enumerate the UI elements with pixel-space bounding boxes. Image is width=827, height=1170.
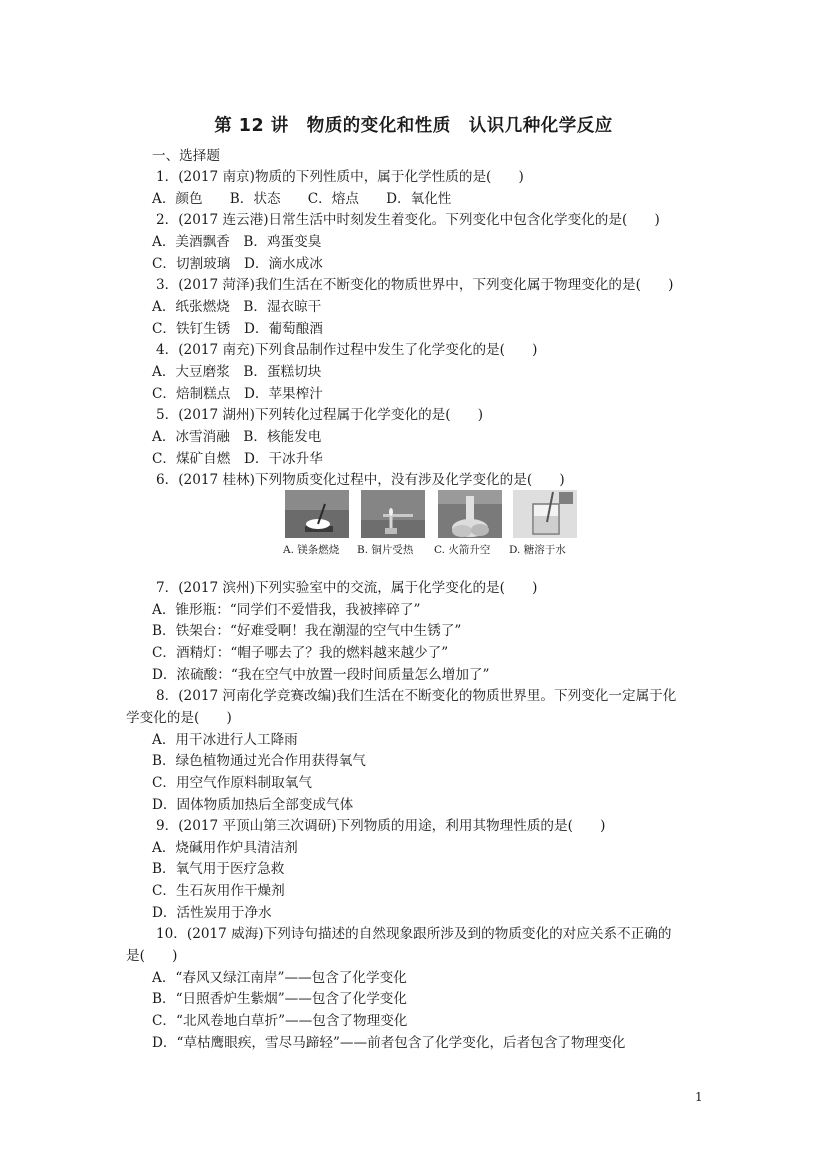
question-6-figure bbox=[283, 490, 581, 560]
question-10-continued: 是( ) bbox=[126, 948, 178, 964]
question-10-option-a: A．“春风又绿江南岸”——包含了化学变化 bbox=[152, 970, 407, 986]
sugar-dissolving-photo bbox=[513, 490, 577, 538]
question-7-option-d: D．浓硫酸：“我在空气中放置一段时间质量怎么增加了” bbox=[152, 667, 490, 683]
question-5-options-cd: C．煤矿自燃 D．干冰升华 bbox=[152, 451, 323, 467]
question-1: 1．(2017 南京)物质的下列性质中，属于化学性质的是( ) bbox=[156, 169, 524, 185]
question-9-option-c: C．生石灰用作干燥剂 bbox=[152, 883, 285, 899]
question-4-options-cd: C．焙制糕点 D．苹果榨汁 bbox=[152, 386, 323, 402]
question-7: 7．(2017 滨州)下列实验室中的交流，属于化学变化的是( ) bbox=[156, 580, 538, 596]
question-8-option-b: B．绿色植物通过光合作用获得氧气 bbox=[152, 753, 366, 769]
question-7-option-b: B．铁架台：“好难受啊！我在潮湿的空气中生锈了” bbox=[152, 623, 462, 639]
question-8: 8．(2017 河南化学竞赛改编)我们生活在不断变化的物质世界里。下列变化一定属于化 bbox=[156, 688, 677, 704]
question-9-option-a: A．烧碱用作炉具清洁剂 bbox=[152, 840, 298, 856]
page-number: 1 bbox=[695, 1090, 703, 1104]
question-9-option-d: D．活性炭用于净水 bbox=[152, 905, 272, 921]
question-2-options-ab: A．美酒飘香 B．鸡蛋变臭 bbox=[152, 234, 322, 250]
question-3-options-cd: C．铁钉生锈 D．葡萄酿酒 bbox=[152, 321, 323, 337]
question-8-option-c: C．用空气作原料制取氧气 bbox=[152, 775, 312, 791]
figure-caption-c: C. 火箭升空 bbox=[434, 544, 491, 556]
question-2: 2．(2017 连云港)日常生活中时刻发生着变化。下列变化中包含化学变化的是( ) bbox=[156, 212, 660, 228]
question-2-options-cd: C．切割玻璃 D．滴水成冰 bbox=[152, 256, 323, 272]
page-title: 第 12 讲 物质的变化和性质 认识几种化学反应 bbox=[214, 116, 613, 136]
question-10-option-d: D．“草枯鹰眼疾，雪尽马蹄轻”——前者包含了化学变化，后者包含了物理变化 bbox=[152, 1035, 626, 1051]
figure-caption-a: A. 镁条燃烧 bbox=[283, 544, 340, 556]
question-4: 4．(2017 南充)下列食品制作过程中发生了化学变化的是( ) bbox=[156, 342, 538, 358]
question-9: 9．(2017 平顶山第三次调研)下列物质的用途，利用其物理性质的是( ) bbox=[156, 818, 606, 834]
question-8-continued: 学变化的是( ) bbox=[126, 710, 232, 726]
question-8-option-a: A．用干冰进行人工降雨 bbox=[152, 732, 298, 748]
figure-caption-d: D. 糖溶于水 bbox=[509, 544, 566, 556]
question-10-option-b: B．“日照香炉生紫烟”——包含了化学变化 bbox=[152, 991, 407, 1007]
section-heading: 一、选择题 bbox=[152, 148, 220, 164]
question-5-options-ab: A．冰雪消融 B．核能发电 bbox=[152, 429, 322, 445]
question-3: 3．(2017 菏泽)我们生活在不断变化的物质世界中，下列变化属于物理变化的是( ) bbox=[156, 277, 674, 293]
question-10-option-c: C．“北风卷地白草折”——包含了物理变化 bbox=[152, 1013, 408, 1029]
question-6: 6．(2017 桂林)下列物质变化过程中，没有涉及化学变化的是( ) bbox=[156, 472, 565, 488]
question-4-options-ab: A．大豆磨浆 B．蛋糕切块 bbox=[152, 364, 322, 380]
heated-copper-photo bbox=[361, 490, 425, 538]
question-7-option-a: A．锥形瓶：“同学们不爱惜我，我被摔碎了” bbox=[152, 602, 421, 618]
figure-caption-b: B. 铜片受热 bbox=[357, 544, 414, 556]
question-8-option-d: D．固体物质加热后全部变成气体 bbox=[152, 797, 354, 813]
question-10: 10．(2017 威海)下列诗句描述的自然现象跟所涉及到的物质变化的对应关系不正确的 bbox=[156, 926, 672, 942]
question-5: 5．(2017 湖州)下列转化过程属于化学变化的是( ) bbox=[156, 407, 484, 423]
question-7-option-c: C．酒精灯：“帽子哪去了？我的燃料越来越少了” bbox=[152, 645, 449, 661]
question-9-option-b: B．氧气用于医疗急救 bbox=[152, 861, 285, 877]
burning-magnesium-photo bbox=[285, 490, 349, 538]
question-1-options: A．颜色 B．状态 C．熔点 D．氧化性 bbox=[152, 191, 452, 207]
rocket-launch-photo bbox=[438, 490, 502, 538]
question-3-options-ab: A．纸张燃烧 B．湿衣晾干 bbox=[152, 299, 322, 315]
